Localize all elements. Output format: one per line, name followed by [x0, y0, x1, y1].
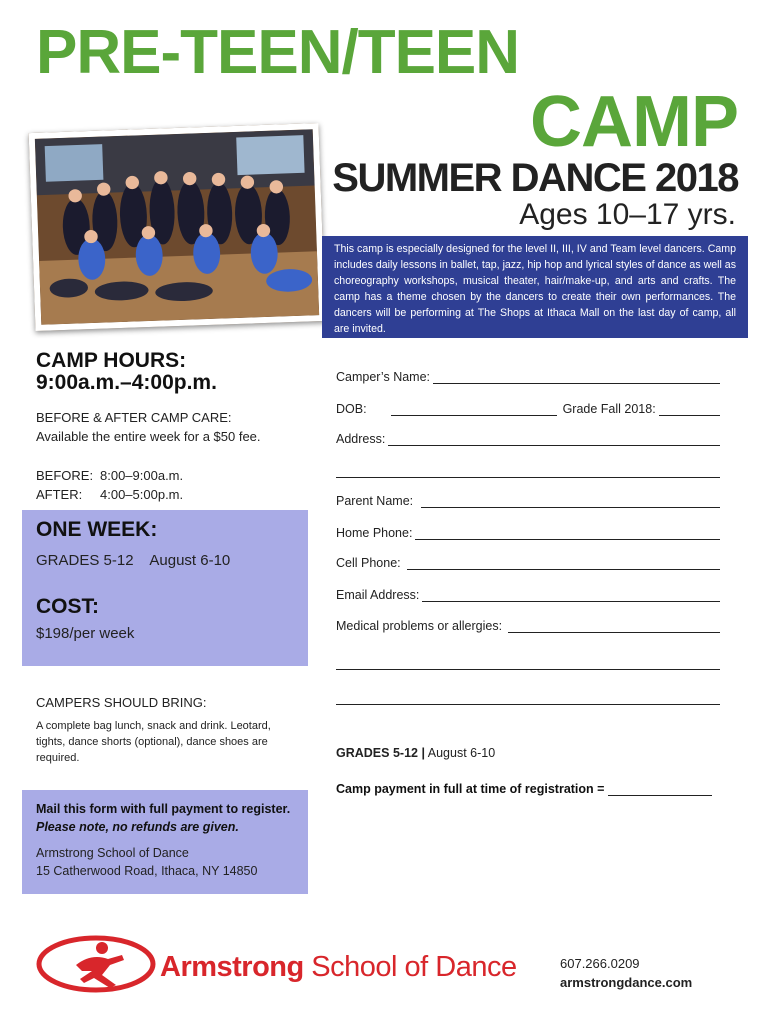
phone-number: 607.266.0209: [560, 956, 640, 971]
grades-dates: [336, 746, 495, 760]
camp-care-text: Available the entire week for a $50 fee.: [36, 429, 261, 444]
after-time: 4:00–5:00p.m.: [100, 487, 184, 502]
mail-address-street: 15 Catherwood Road, Ithaca, NY 14850: [36, 864, 258, 878]
campers-name-label: Camper’s Name:: [336, 370, 431, 384]
camp-hours-section: [36, 350, 306, 504]
school-name-rest: School of Dance: [303, 951, 517, 983]
grade-fall-field[interactable]: [659, 402, 720, 416]
payment-label: Camp payment in full at time of registration =: [336, 782, 605, 796]
website-link[interactable]: armstrongdance.com: [560, 975, 693, 990]
home-phone-label: Home Phone:: [336, 526, 413, 540]
medical-label: Medical problems or allergies:: [336, 619, 503, 633]
armstrong-logo-icon: [36, 935, 156, 993]
contact-info: [560, 954, 692, 992]
address-field-line2[interactable]: [336, 477, 720, 478]
home-phone-field[interactable]: [415, 526, 720, 540]
cost-title: COST:: [36, 595, 99, 618]
camp-group-photo: [29, 123, 326, 331]
medical-field[interactable]: [508, 619, 720, 633]
ages-range: Ages 10–17 yrs.: [519, 198, 736, 231]
bring-title: CAMPERS SHOULD BRING:: [36, 695, 207, 710]
email-label: Email Address:: [336, 588, 420, 602]
email-field[interactable]: [422, 588, 720, 602]
after-label: AFTER:: [36, 487, 83, 502]
bring-text: A complete bag lunch, snack and drink. Leotard, tights, dance shorts (optional), dance shoes are required.: [36, 720, 271, 764]
grade-fall-label: Grade Fall 2018:: [562, 402, 656, 416]
medical-field-line2[interactable]: [336, 669, 720, 670]
care-times: [36, 466, 306, 504]
subtitle: SUMMER DANCE 2018: [332, 156, 738, 200]
camp-description: This camp is especially designed for the level II, III, IV and Team level dancers. Camp includes daily lessons in ballet, tap, jazz, hip hop and lyrical styles of dance as well as choreography workshops, musical theater, hair/make-up, and arts and crafts. The camp has a theme chosen by the dancers to create their own performances. The dancers will be performing at The Shops at Ithaca Mall on the last day of camp, all are invited.: [322, 236, 748, 338]
cost-text: $198/per week: [36, 625, 135, 642]
grades-dates-text: August 6-10: [427, 746, 496, 760]
grades-label: GRADES 5-12: [336, 746, 418, 760]
medical-field-line3[interactable]: [336, 704, 720, 705]
payment-field[interactable]: [608, 782, 712, 796]
mail-instructions-box: [22, 790, 308, 894]
cell-phone-label: Cell Phone:: [336, 556, 401, 570]
one-week-text: GRADES 5-12 August 6-10: [36, 552, 231, 569]
before-time: 8:00–9:00a.m.: [100, 468, 184, 483]
mail-address-name: Armstrong School of Dance: [36, 846, 189, 860]
address-label: Address:: [336, 432, 386, 446]
week-cost-box: [22, 510, 308, 666]
dob-label: DOB:: [336, 402, 367, 416]
parent-name-field[interactable]: [421, 494, 720, 508]
cell-phone-field[interactable]: [407, 556, 720, 570]
one-week-title: ONE WEEK:: [36, 518, 158, 541]
address-field[interactable]: [388, 432, 720, 446]
mail-instruction: Mail this form with full payment to register.: [36, 802, 291, 816]
payment-row: [336, 782, 720, 796]
parent-name-label: Parent Name:: [336, 494, 414, 508]
refund-note: Please note, no refunds are given.: [36, 820, 239, 834]
title-line2: CAMP: [530, 82, 738, 162]
title-line1: PRE-TEEN/TEEN: [36, 18, 520, 87]
camp-hours-title: CAMP HOURS:: [36, 349, 187, 372]
before-label: BEFORE:: [36, 468, 94, 483]
grades-separator: |: [421, 746, 425, 760]
school-name: [160, 951, 517, 984]
campers-name-field[interactable]: [433, 370, 720, 384]
camp-hours-time: 9:00a.m.–4:00p.m.: [36, 371, 217, 394]
dob-field[interactable]: [391, 402, 557, 416]
camp-care-title: BEFORE & AFTER CAMP CARE:: [36, 410, 232, 425]
school-name-bold: Armstrong: [160, 951, 304, 983]
